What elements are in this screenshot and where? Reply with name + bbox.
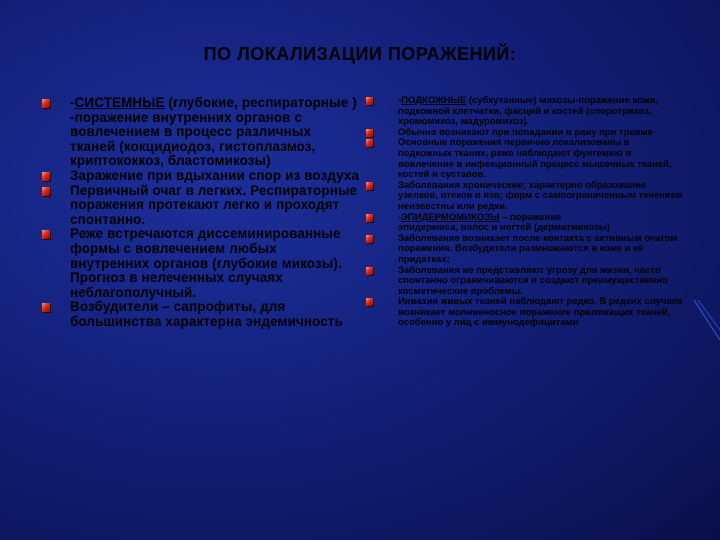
list-item: Инвазии живых тканей наблюдают редко. В редких случаях возникает молниеносное поражение прилежащих тканей, особенно у лиц с иммунодефицитами: [362, 297, 684, 329]
bullet-icon: [366, 129, 373, 137]
bullet-icon: [42, 99, 50, 108]
list-item: Заболевания хронические; характерно образование узелков, отеков и язв; форм с самоограниченным течением неизвестны или редки.: [362, 181, 684, 213]
list-item: Возбудители – сапрофиты, для большинства характерна эндемичность: [40, 300, 360, 329]
bullet-icon: [366, 298, 373, 306]
bullet-icon: [366, 235, 373, 243]
list-item: Реже встречаются диссеминированные формы с вовлечением любых внутренних органов (глубокие микозы). Прогноз в нелеченных случаях неблагополучный.: [40, 227, 360, 300]
list-item: Заражение при вдыхании спор из воздуха: [40, 169, 360, 184]
list-item: Заболевания не представляют угрозу для жизни, часто спонтанно ограничиваются и создают преимущественно косметические проблемы.: [362, 266, 684, 298]
list-item: Заболевание возникает после контакта с активным очагом поражения. Возбудители размножаются в коже и её придатках;: [362, 234, 684, 266]
list-item: Обычно возникают при попадании в рану при травме: [362, 128, 684, 139]
subcutaneous-term: ПОДКОЖНЫЕ: [401, 95, 467, 106]
bullet-icon: [366, 267, 373, 275]
corner-decoration: [692, 300, 720, 360]
epidermal-term: ЭПИДЕРМОМИКОЗЫ: [401, 211, 500, 223]
left-bullet-list: [40, 96, 360, 330]
list-item: -СИСТЕМНЫЕ (глубокие, респираторные ) -поражение внутренних органов с вовлечением в процесс различных тканей (кокцидиодоз, гистоплазмоз, криптококкоз, бластомикозы): [40, 96, 360, 169]
list-item: Основные поражения первично локализованы в подкожных тканях, реже наблюдают фунгемию и вовлечение в инфекционный процесс мышечных тканей, костей и суставов.: [362, 138, 684, 180]
slide-title: ПО ЛОКАЛИЗАЦИИ ПОРАЖЕНИЙ:: [203, 44, 517, 64]
list-item: Первичный очаг в легких. Респираторные поражения протекают легко и проходят спонтанно.: [40, 184, 360, 228]
bullet-icon: [366, 97, 373, 105]
right-bullet-list: [362, 96, 684, 329]
list-item: -ПОДКОЖНЫЕ (субкутанные) микозы-поражение кожи, подкожной клетчатки, фасций и костей (споротрихоз, хромомикоз, мадуромикоз).: [362, 96, 684, 128]
bullet-icon: [42, 230, 50, 239]
bullet-icon: [42, 187, 50, 196]
bullet-icon: [366, 214, 373, 222]
bullet-icon: [42, 303, 50, 312]
bullet-icon: [366, 182, 373, 190]
list-item: -ЭПИДЕРМОМИКОЗЫ – поражение: [362, 213, 684, 224]
list-item-continuation: эпидермиса, волос и ногтей (дерматмикозы): [398, 222, 610, 234]
bullet-icon: [42, 172, 50, 181]
bullet-icon: [366, 139, 373, 147]
systemic-term: СИСТЕМНЫЕ: [74, 95, 165, 110]
